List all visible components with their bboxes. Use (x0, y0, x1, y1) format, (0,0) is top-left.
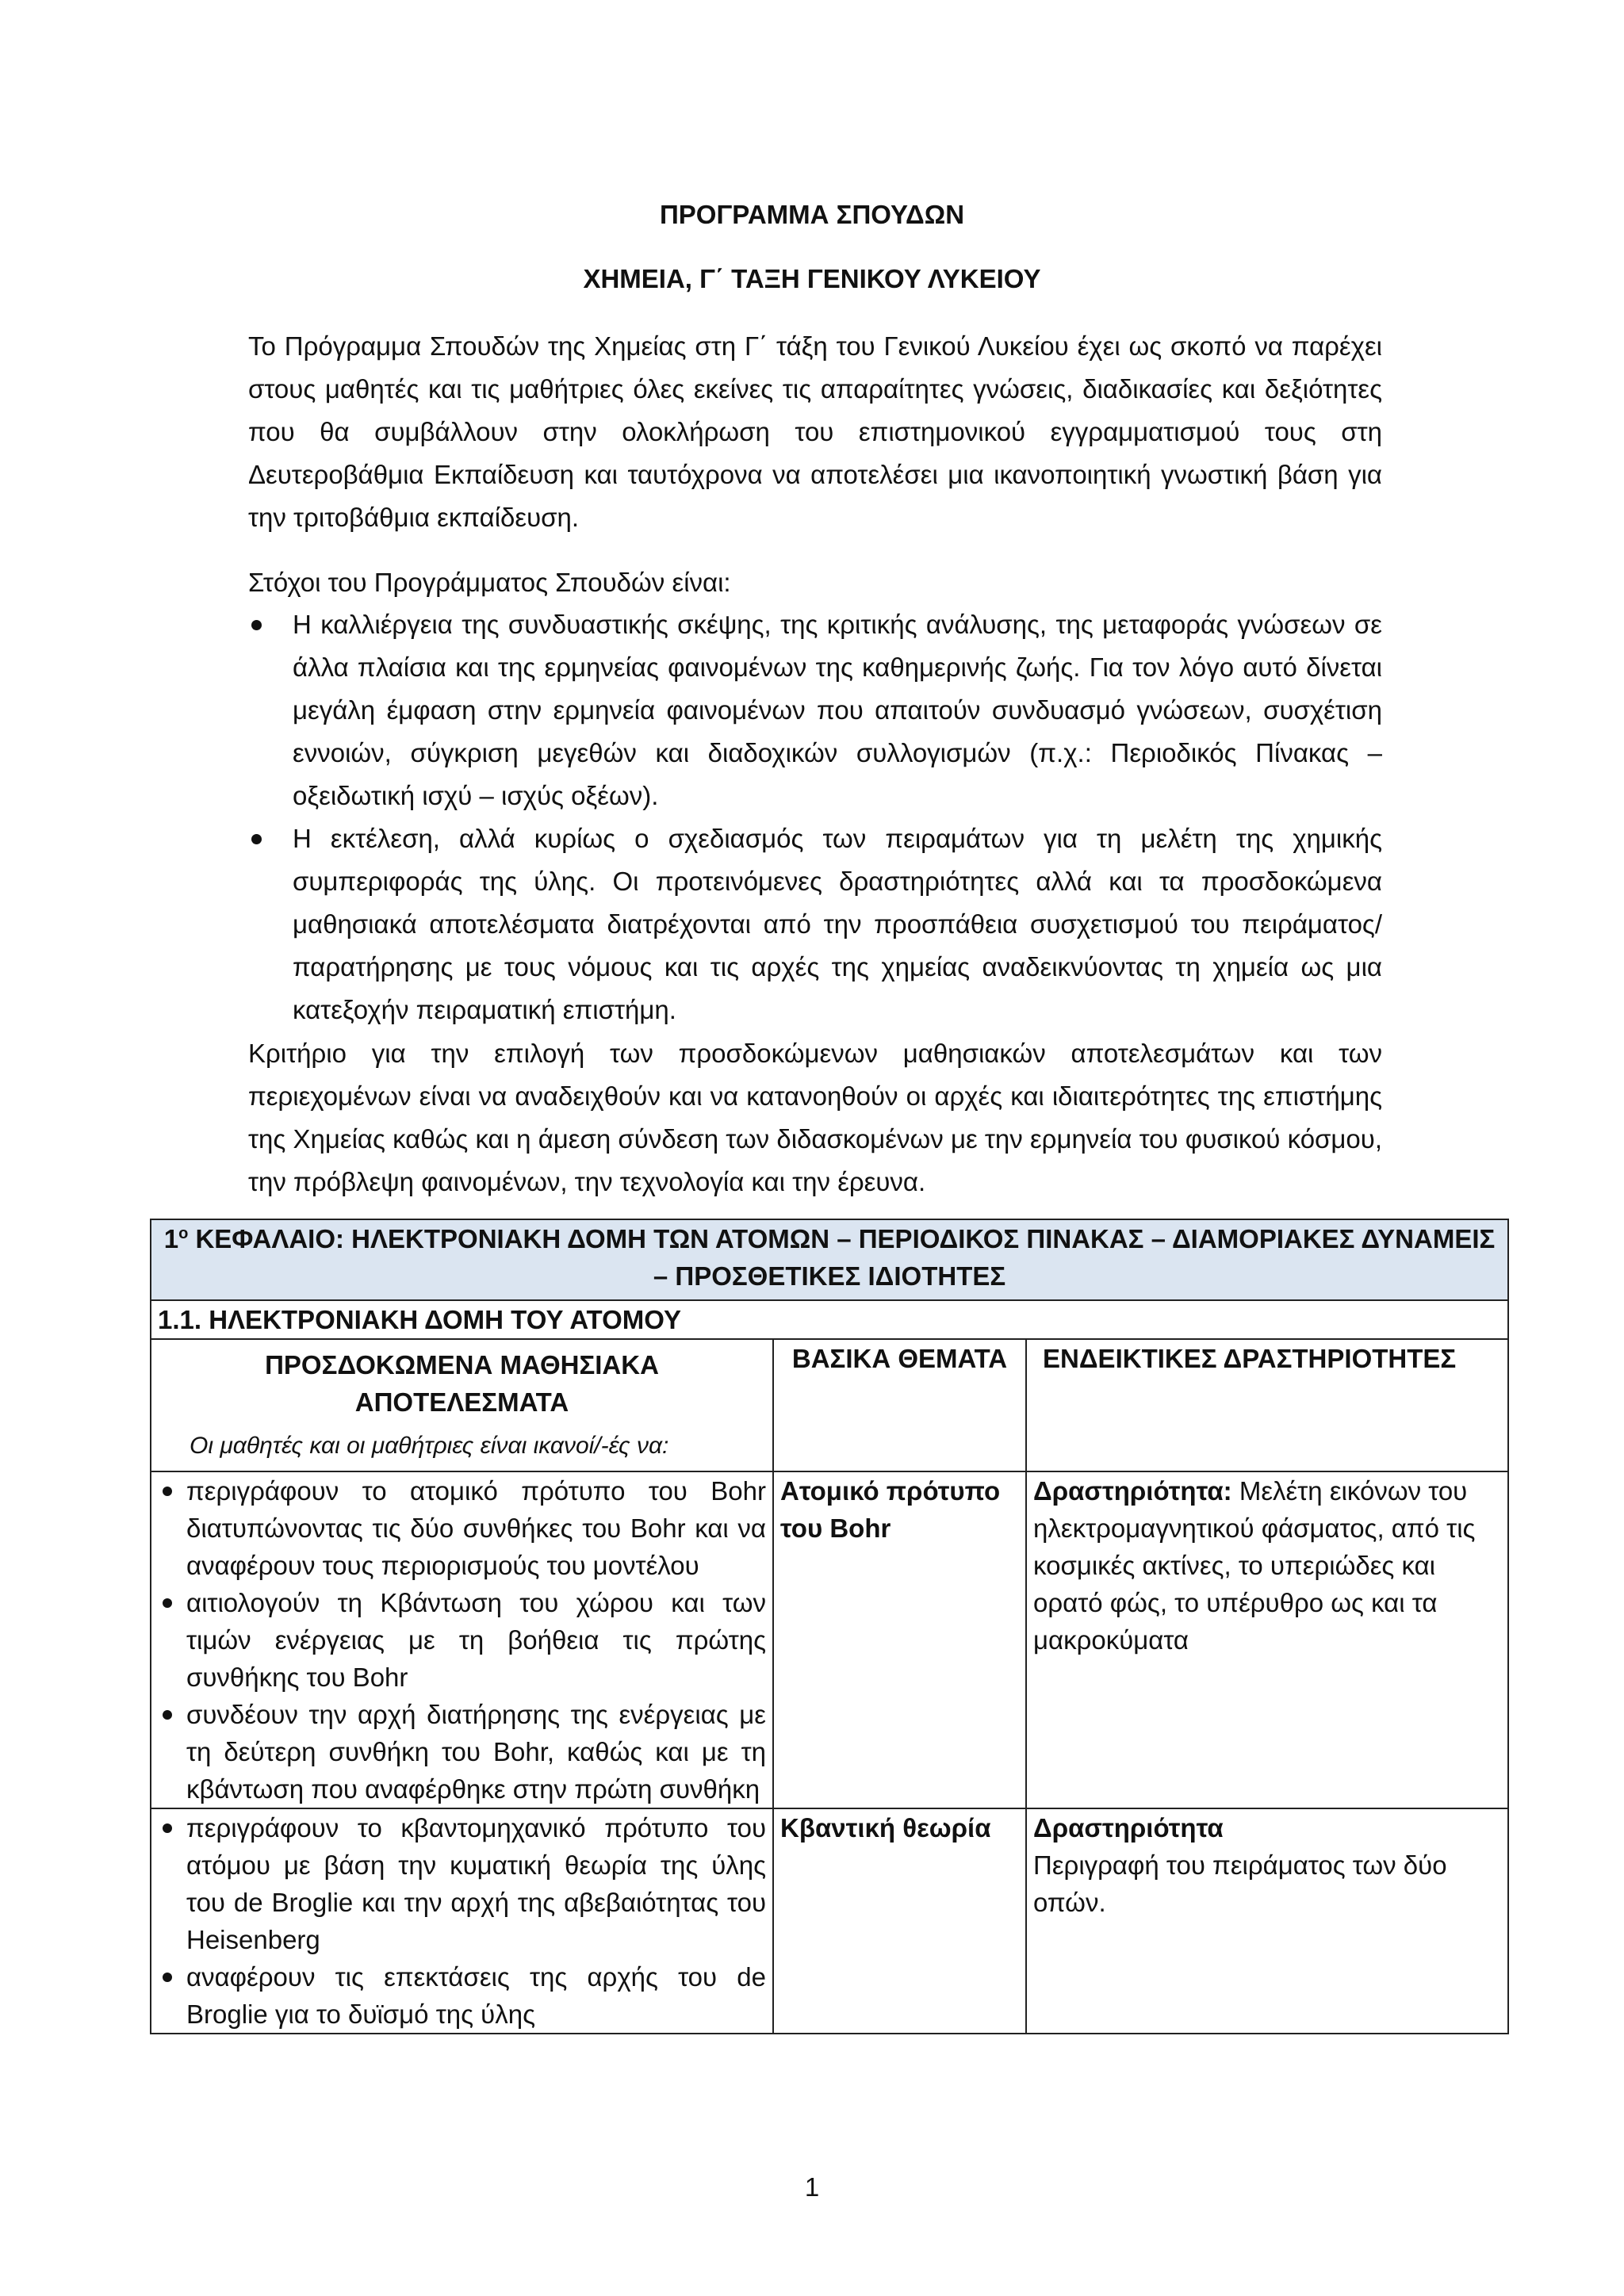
outcome-item: περιγράφουν το κβαντομηχανικό πρότυπο του ατόμου με βάση την κυματική θεωρία της ύλης του de Broglie και την αρχή της αβεβαιότητας του Heisenberg (158, 1809, 766, 1958)
goals-heading-block (248, 561, 1382, 604)
goal-item: Η εκτέλεση, αλλά κυρίως ο σχεδιασμός των πειραμάτων για τη μελέτη της χημικής συμπεριφοράς της ύλης. Οι προτεινόμενες δραστηριότητες αλλά και τα προσδοκώμενα μαθησιακά αποτελέσματα διατρέχονται από την προσπάθεια συσχετισμού του πειράματος/παρατήρησης με τους νόμους και τις αρχές της χημείας αναδεικνύοντας τη χημεία ως μια κατεξοχήν πειραματική επιστήμη. (248, 817, 1382, 1031)
table-row (151, 1808, 1508, 2034)
activity-label: Δραστηριότητα: (1033, 1476, 1232, 1506)
outcomes-header-label: ΠΡΟΣΔΟΚΩΜΕΝΑ ΜΑΘΗΣΙΑΚΑ ΑΠΟΤΕΛΕΣΜΑΤΑ (265, 1350, 659, 1417)
chapter-row (151, 1219, 1508, 1300)
topics-header: ΒΑΣΙΚΑ ΘΕΜΑΤΑ (773, 1339, 1026, 1471)
section-row (151, 1300, 1508, 1339)
criteria-paragraph: Κριτήριο για την επιλογή των προσδοκώμενων μαθησιακών αποτελεσμάτων και των περιεχομένων είναι να αναδειχθούν και να κατανοηθούν οι αρχές και ιδιαιτερότητες της επιστήμης της Χημείας καθώς και η άμεση σύνδεση των διδασκομένων με την ερμηνεία του φυσικού κόσμου, την πρόβλεψη φαινομένων, την τεχνολογία και την έρευνα. (248, 1039, 1382, 1196)
chapter-title-cell (151, 1219, 1508, 1300)
activity-cell (1026, 1808, 1508, 2034)
outcomes-cell (151, 1471, 773, 1808)
document-subtitle: ΧΗΜΕΙΑ, Γ΄ ΤΑΞΗ ΓΕΝΙΚΟΥ ΛΥΚΕΙΟΥ (583, 264, 1041, 293)
goals-list (248, 603, 1382, 1031)
activity-text: Περιγραφή του πειράματος των δύο οπών. (1033, 1850, 1447, 1917)
goals-list-block (248, 603, 1382, 1031)
header-row (151, 1339, 1508, 1471)
outcome-item: αναφέρουν τις επεκτάσεις της αρχής του de Broglie για το δυϊσμό της ύλης (158, 1958, 766, 2033)
outcomes-cell (151, 1808, 773, 2034)
goal-item: Η καλλιέργεια της συνδυαστικής σκέψης, της κριτικής ανάλυσης, της μεταφοράς γνώσεων σε άλλα πλαίσια και της ερμηνείας φαινομένων της καθημερινής ζωής. Για τον λόγο αυτό δίνεται μεγάλη έμφαση στην ερμηνεία φαινομένων που απαιτούν συνδυασμό γνώσεων, συσχέτιση εννοιών, σύγκριση μεγεθών και διαδοχικών συλλογισμών (π.χ.: Περιοδικός Πίνακας – οξειδωτική ισχύ – ισχύς οξέων). (248, 603, 1382, 817)
criteria-section (248, 1032, 1382, 1203)
outcome-item: αιτιολογούν τη Κβάντωση του χώρου και των τιμών ενέργειας με τη βοήθεια τις πρώτης συνθήκης του Bohr (158, 1584, 766, 1696)
topic-cell: Ατομικό πρότυπο του Bohr (773, 1471, 1026, 1808)
chapter-number: 1 (163, 1224, 179, 1253)
activities-header: ΕΝΔΕΙΚΤΙΚΕΣ ΔΡΑΣΤΗΡΙΟΤΗΤΕΣ (1026, 1339, 1508, 1471)
outcomes-header (151, 1339, 773, 1471)
page-number: 1 (804, 2172, 820, 2202)
intro-section (248, 325, 1382, 539)
outcomes-list (158, 1472, 766, 1808)
activity-cell (1026, 1471, 1508, 1808)
document-title: ΠΡΟΓΡΑΜΜΑ ΣΠΟΥΔΩΝ (659, 200, 965, 229)
topic-cell: Κβαντική θεωρία (773, 1808, 1026, 2034)
activity-label: Δραστηριότητα (1033, 1813, 1224, 1843)
goals-label: Στόχοι του Προγράμματος Σπουδών είναι: (248, 568, 731, 597)
outcomes-header-note: Οι μαθητές και οι μαθήτριες είναι ικανοί/-ές να: (190, 1433, 669, 1459)
chapter-ordinal: ο (178, 1225, 189, 1242)
table-row (151, 1471, 1508, 1808)
activity-text: Μελέτη εικόνων του ηλεκτρομαγνητικού φάσματος, από τις κοσμικές ακτίνες, το υπεριώδες και ορατό φώς, το υπέρυθρο ως και τα μακροκύματα (1033, 1476, 1476, 1655)
curriculum-table (150, 1219, 1509, 2034)
outcome-item: περιγράφουν το ατομικό πρότυπο του Bohr διατυπώνοντας τις δύο συνθήκες του Bohr και να αναφέρουν τους περιορισμούς του μοντέλου (158, 1472, 766, 1584)
outcome-item: συνδέουν την αρχή διατήρησης της ενέργειας με τη δεύτερη συνθήκη του Bohr, καθώς και με τη κβάντωση που αναφέρθηκε στην πρώτη συνθήκη (158, 1696, 766, 1808)
section-title: 1.1. ΗΛΕΚΤΡΟΝΙΑΚΗ ΔΟΜΗ ΤΟΥ ΑΤΟΜΟΥ (151, 1300, 1508, 1339)
outcomes-list (158, 1809, 766, 2033)
intro-paragraph: Το Πρόγραμμα Σπουδών της Χημείας στη Γ΄ τάξη του Γενικού Λυκείου έχει ως σκοπό να παρέχει στους μαθητές και τις μαθήτριες όλες εκείνες τις απαραίτητες γνώσεις, διαδικασίες και δεξιότητες που θα συμβάλλουν στην ολοκλήρωση του επιστημονικού εγγραμματισμού τους στη Δευτεροβάθμια Εκπαίδευση και ταυτόχρονα να αποτελέσει μια ικανοποιητική γνωστική βάση για την τριτοβάθμια εκπαίδευση. (248, 331, 1382, 532)
chapter-title: ΚΕΦΑΛΑΙΟ: ΗΛΕΚΤΡΟΝΙΑΚΗ ΔΟΜΗ ΤΩΝ ΑΤΟΜΩΝ – ΠΕΡΙΟΔΙΚΟΣ ΠΙΝΑΚΑΣ – ΔΙΑΜΟΡΙΑΚΕΣ ΔΥΝΑΜΕΙΣ – ΠΡΟΣΘΕΤΙΚΕΣ ΙΔΙΟΤΗΤΕΣ (188, 1224, 1496, 1291)
